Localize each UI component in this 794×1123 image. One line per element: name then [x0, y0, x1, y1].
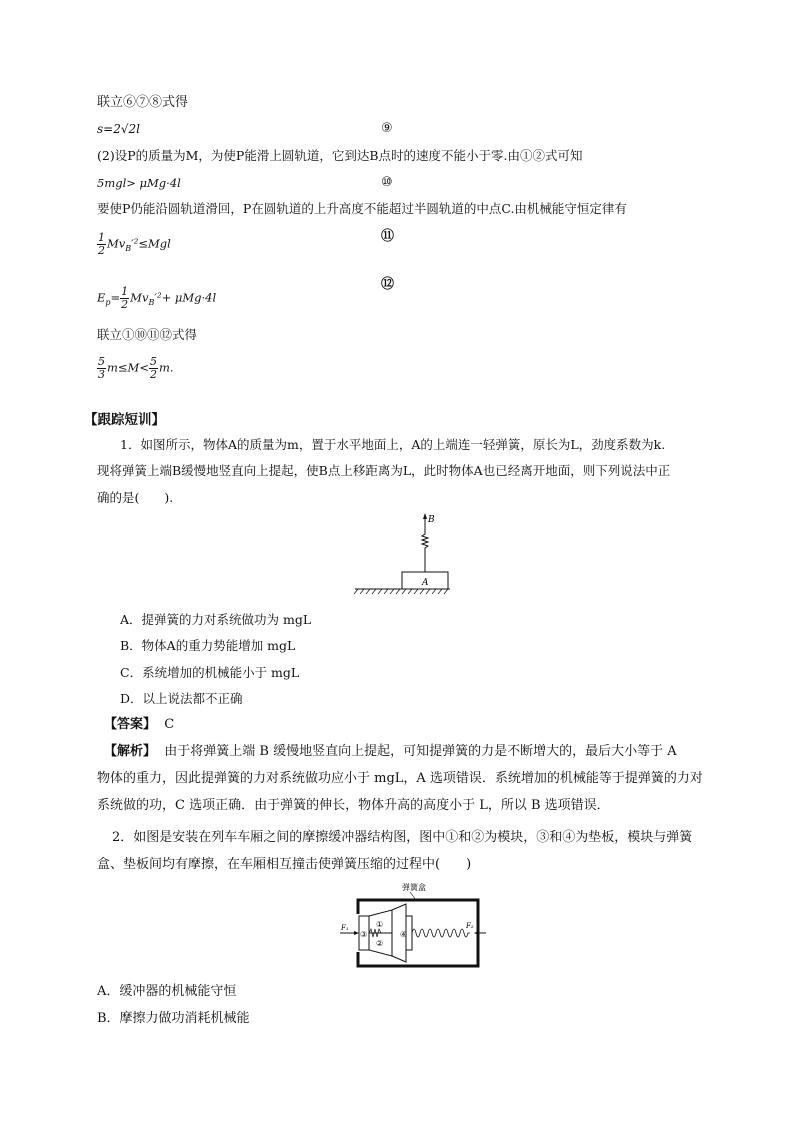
figure-label-3: ③ [360, 930, 368, 939]
q1-option-b: B．物体A的重力势能增加 mgL [120, 638, 296, 653]
fraction-five-halves: $\frac{5}{2}$ [149, 355, 157, 381]
fraction-half: $\frac{1}{2}$ [121, 285, 129, 311]
equation-11: $\frac{1}{2}$ $Mv_B'^2\le Mgl$ [98, 231, 171, 257]
section-heading: 【跟踪短训】 [84, 412, 165, 428]
q1-stem-line3: 确的是( ). [97, 490, 174, 505]
solution-part2-line: (2)设P的质量为M，为使P能滑上圆轨道，它到达B点时的速度不能小于零.由①②式可知 [97, 148, 583, 163]
solution-combine-line-2: 联立①⑩⑪⑫式得 [97, 327, 198, 342]
fraction-five-thirds: $\frac{5}{3}$ [98, 355, 105, 381]
q2-stem-line2: 盒、垫板间均有摩擦，在车厢相互撞击使弹簧压缩的过程中( ) [97, 857, 472, 872]
q1-analysis-line3: 系统做的功，C 选项正确．由于弹簧的伸长，物体升高的高度小于 L，所以 B 选项错误． [97, 798, 610, 813]
q1-stem-line1: 1．如图所示，物体A的质量为m，置于水平地面上，A的上端连一轻弹簧，原长为L，劲度系数为k. [120, 437, 666, 452]
figure-box-label: 弹簧盒 [402, 883, 426, 892]
q2-option-b: B．摩擦力做功消耗机械能 [97, 1011, 250, 1026]
q1-option-a: A．提弹簧的力对系统做功为 mgL [120, 612, 312, 627]
figure-label-1: ① [376, 920, 384, 929]
q1-spring-figure [350, 510, 450, 600]
equation-12: $E_p=$ $\frac{1}{2}$ $Mv_B'^2+ \mu Mg\cdot 4l$ [97, 285, 217, 311]
q1-stem-line2: 现将弹簧上端B缓慢地竖直向上提起，使B点上移距离为L，此时物体A也已经离开地面，则下列说法中正 [97, 463, 671, 478]
q2-buffer-figure [338, 880, 488, 975]
equation-tag-12: ⑫ [381, 277, 395, 292]
equation-inequality: 5mgl> μMg·4l [97, 176, 181, 190]
figure-label-2: ② [376, 939, 384, 948]
solution-combine-line: 联立⑥⑦⑧式得 [97, 95, 189, 110]
q1-answer: 【答案】 C [104, 717, 175, 732]
figure-label-f2: F₂ [466, 922, 474, 930]
equation-tag-9: ⑨ [381, 121, 393, 136]
figure-label-4: ④ [400, 930, 408, 939]
fraction-half: $\frac{1}{2}$ [98, 231, 105, 257]
q1-analysis-line1: 【解析】 由于将弹簧上端 B 缓慢地竖直向上提起，可知提弹簧的力是不断增大的，最后大小等于 A [104, 744, 677, 759]
result-inequality: $\frac{5}{3}$ m≤M< $\frac{5}{2}$ m. [98, 355, 174, 381]
q1-option-d: D．以上说法都不正确 [120, 691, 243, 706]
q2-stem-line1: 2．如图是安装在列车车厢之间的摩擦缓冲器结构图，图中①和②为模块，③和④为垫板，模块与弹簧 [112, 830, 693, 845]
q1-analysis-line2: 物体的重力，因此提弹簧的力对系统做功应小于 mgL，A 选项错误．系统增加的机械能等于提弹簧的力对 [97, 771, 703, 786]
equation-tag-10: ⑩ [381, 175, 393, 190]
equation-s: s=2√2l [97, 122, 140, 136]
figure-label-f1: F₁ [341, 924, 349, 932]
equation-tag-11: ⑪ [381, 229, 395, 244]
figure-label-a: A [422, 578, 429, 588]
solution-condition-line: 要使P仍能沿圆轨道滑回，P在圆轨道的上升高度不能超过半圆轨道的中点C.由机械能守恒定律有 [97, 201, 627, 216]
q1-option-c: C．系统增加的机械能小于 mgL [120, 665, 300, 680]
figure-label-b: B [428, 515, 435, 525]
q2-option-a: A．缓冲器的机械能守恒 [97, 984, 237, 999]
